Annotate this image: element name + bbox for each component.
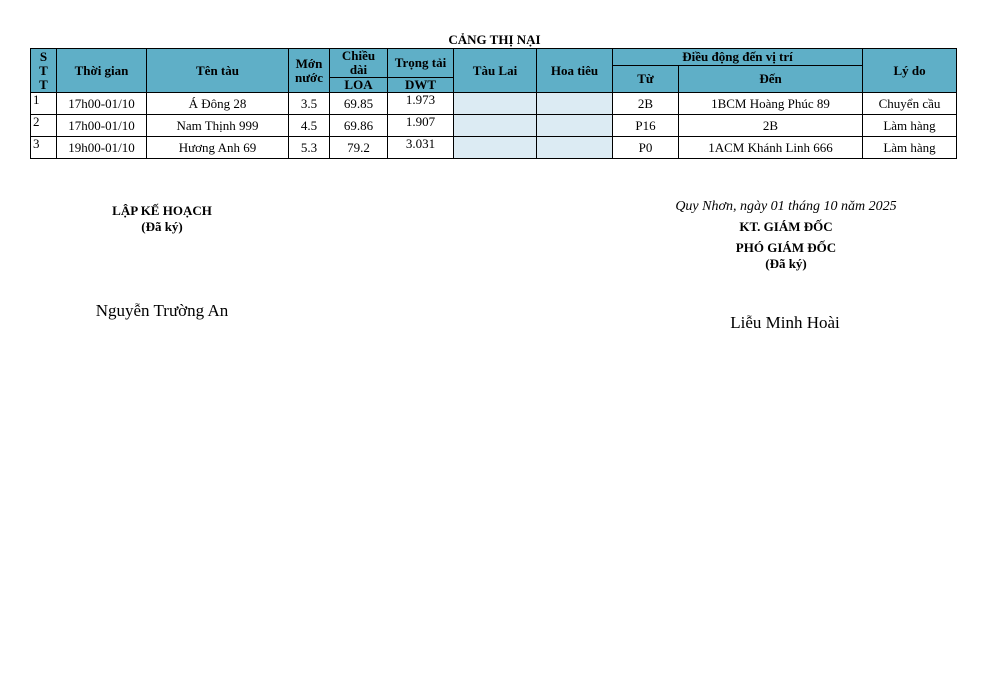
table-row: [31, 93, 957, 115]
header-ship: Tên tàu: [147, 49, 289, 93]
director-role: KT. GIÁM ĐỐC: [739, 219, 833, 234]
cell-draft: 3.5: [289, 93, 330, 115]
header-draft: Mớn nước: [289, 49, 330, 93]
header-reason: Lý do: [863, 49, 957, 93]
cell-pilot: [537, 137, 613, 159]
cell-time: 17h00-01/10: [57, 93, 147, 115]
director-status: (Đã ký): [765, 256, 807, 271]
header-tonnage: Trọng tải: [388, 49, 454, 78]
header-length: Chiều dài: [330, 49, 388, 78]
cell-ship: Á Đông 28: [147, 93, 289, 115]
table-row: [31, 137, 957, 159]
cell-pilot: [537, 93, 613, 115]
header-to: Đến: [679, 66, 863, 93]
signature-block-director: [650, 199, 922, 272]
director-name: Liễu Minh Hoài: [730, 313, 840, 332]
schedule-table: [30, 48, 957, 159]
header-tug: Tàu Lai: [454, 49, 537, 93]
cell-to: 2B: [679, 115, 863, 137]
header-move: Điều động đến vị trí: [613, 49, 863, 66]
cell-draft: 4.5: [289, 115, 330, 137]
planner-status: (Đã ký): [141, 219, 183, 234]
signature-block-planner: [92, 203, 232, 235]
cell-length: 69.85: [330, 93, 388, 115]
cell-time: 19h00-01/10: [57, 137, 147, 159]
cell-time: 17h00-01/10: [57, 115, 147, 137]
cell-reason: Làm hàng: [863, 137, 957, 159]
cell-draft: 5.3: [289, 137, 330, 159]
cell-to: 1ACM Khánh Linh 666: [679, 137, 863, 159]
cell-tug: [454, 93, 537, 115]
cell-stt: 2: [31, 115, 57, 137]
planner-name: Nguyễn Trường An: [95, 301, 229, 320]
header-from: Từ: [613, 66, 679, 93]
cell-tonnage: 1.907: [388, 115, 454, 137]
header-time: Thời gian: [57, 49, 147, 93]
cell-stt: 3: [31, 137, 57, 159]
cell-tug: [454, 137, 537, 159]
cell-stt: 1: [31, 93, 57, 115]
cell-ship: Hương Anh 69: [147, 137, 289, 159]
cell-reason: Chuyển cầu: [863, 93, 957, 115]
cell-from: P16: [613, 115, 679, 137]
cell-tonnage: 3.031: [388, 137, 454, 159]
planner-role: LẬP KẾ HOẠCH: [112, 203, 212, 218]
cell-from: P0: [613, 137, 679, 159]
cell-from: 2B: [613, 93, 679, 115]
cell-pilot: [537, 115, 613, 137]
header-length-unit: LOA: [330, 78, 388, 93]
header-tonnage-unit: DWT: [388, 78, 454, 93]
cell-reason: Làm hàng: [863, 115, 957, 137]
place-date: Quy Nhơn, ngày 01 tháng 10 năm 2025: [675, 199, 897, 214]
header-pilot: Hoa tiêu: [537, 49, 613, 93]
document-title: CẢNG THỊ NẠI: [448, 32, 541, 47]
cell-length: 69.86: [330, 115, 388, 137]
table-row: [31, 115, 957, 137]
cell-to: 1BCM Hoàng Phúc 89: [679, 93, 863, 115]
cell-tug: [454, 115, 537, 137]
cell-ship: Nam Thịnh 999: [147, 115, 289, 137]
cell-tonnage: 1.973: [388, 93, 454, 115]
header-stt: S T T: [31, 49, 57, 93]
deputy-director-role: PHÓ GIÁM ĐỐC: [735, 240, 837, 255]
cell-length: 79.2: [330, 137, 388, 159]
